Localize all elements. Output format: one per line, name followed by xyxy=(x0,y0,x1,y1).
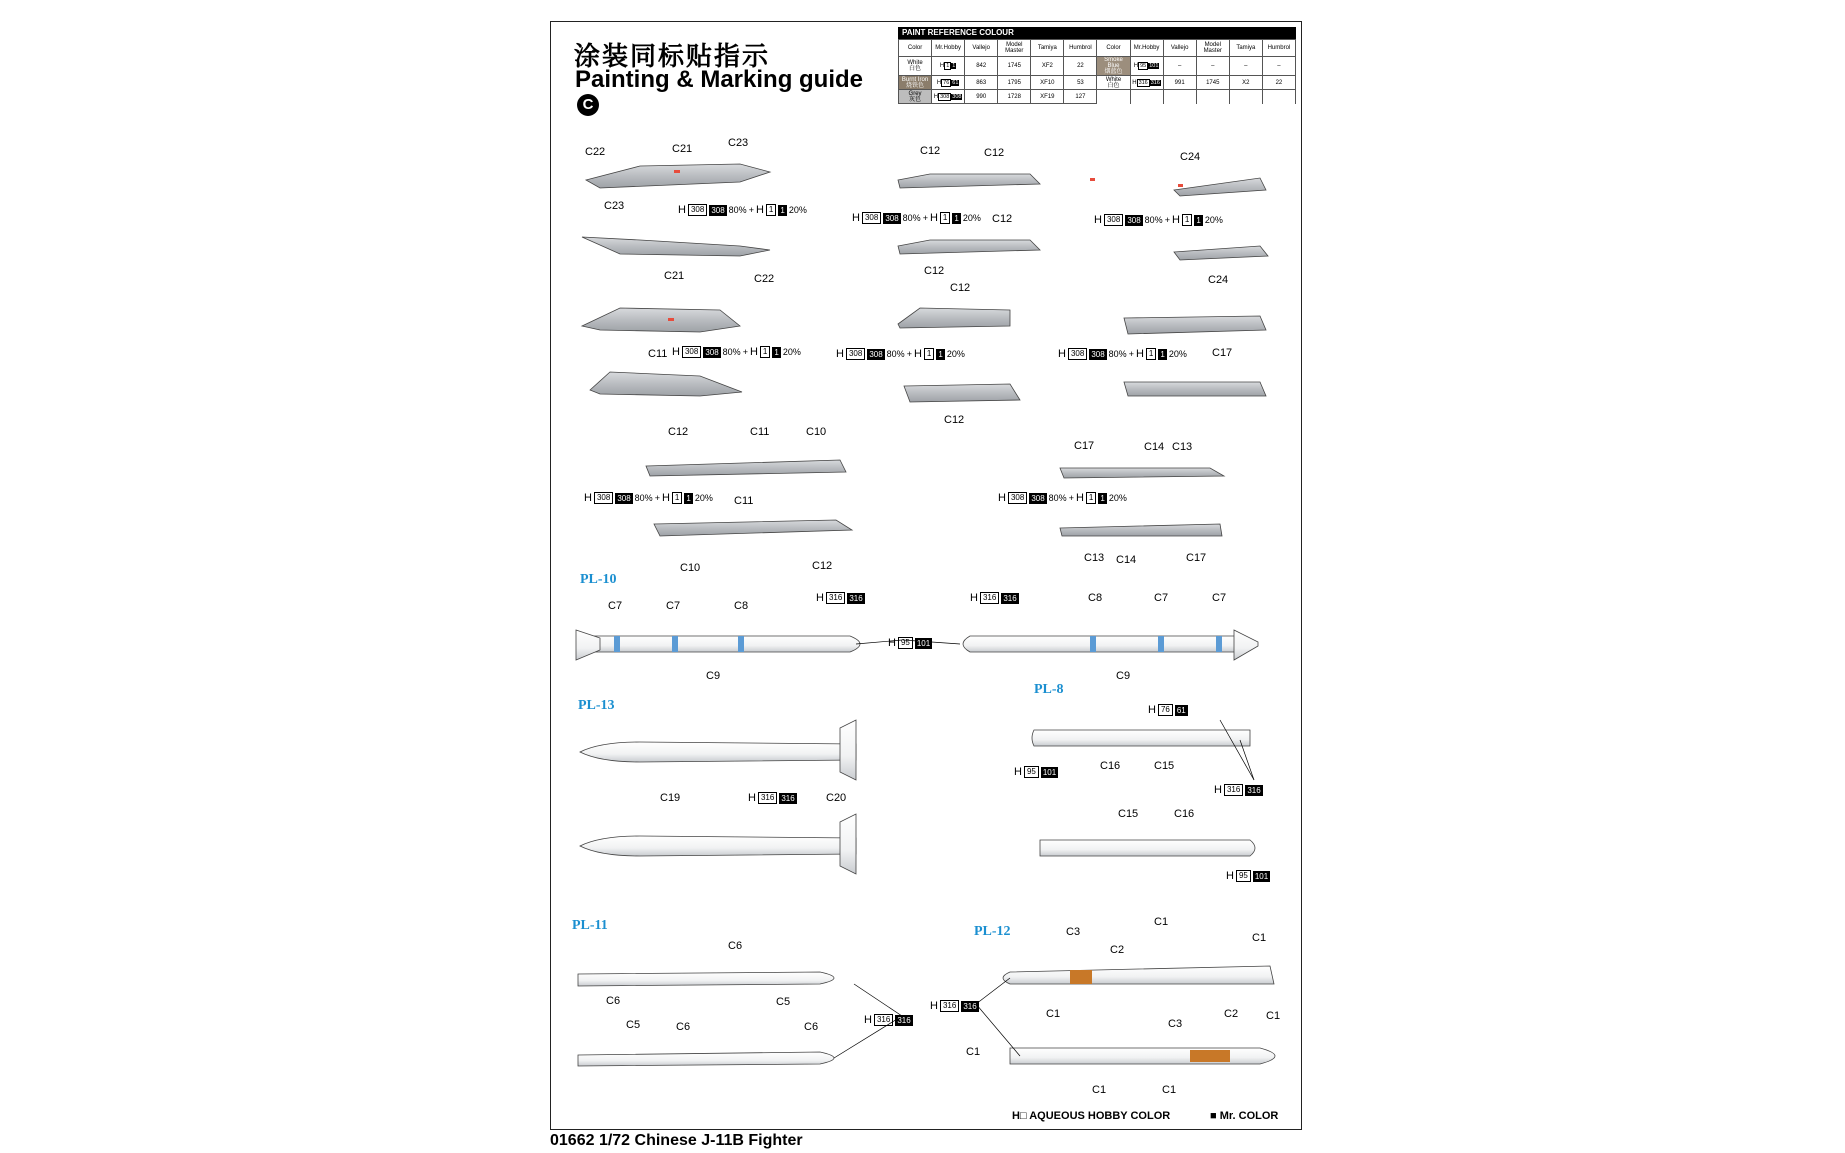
vallejo-cell: 863 xyxy=(965,76,998,90)
paint-mix-callout: H 308 308 80% + H 1 1 20% xyxy=(584,492,713,504)
pl10-left-fins xyxy=(576,630,600,660)
pylon-c24b xyxy=(1174,246,1268,260)
part-label: C12 xyxy=(668,426,689,438)
part-label: C12 xyxy=(944,414,965,426)
pl13-upper xyxy=(580,742,856,762)
part-label: C1 xyxy=(1252,932,1267,944)
paint-mix-callout: H 308 308 80% + H 1 1 20% xyxy=(1058,348,1187,360)
tamiya-cell: – xyxy=(1229,57,1262,76)
rail-c10b xyxy=(654,520,852,536)
legend-aqueous: H□ AQUEOUS HOBBY COLOR xyxy=(1012,1110,1171,1122)
part-label: C17 xyxy=(1074,440,1095,452)
color-code-callout: H 95 101 xyxy=(1014,766,1057,778)
pl12-lower xyxy=(1010,1048,1275,1064)
part-label: C1 xyxy=(1046,1008,1061,1020)
part-label: C16 xyxy=(1100,760,1121,772)
mrhobby-cell: H 308 308 xyxy=(932,90,965,104)
mrhobby-cell: H 1 1 xyxy=(932,57,965,76)
part-label: C14 xyxy=(1144,441,1165,453)
pl13-lower-fin xyxy=(840,814,856,874)
part-label: C5 xyxy=(776,996,791,1008)
part-label: C22 xyxy=(754,273,775,285)
part-label: C16 xyxy=(1174,808,1195,820)
part-label: C1 xyxy=(1154,916,1169,928)
mrhobby-cell: H 316 316 xyxy=(1130,76,1163,90)
color-code-callout: H 76 61 xyxy=(1148,704,1186,716)
part-label: C14 xyxy=(1116,554,1137,566)
part-label: C6 xyxy=(804,1021,819,1033)
part-label: C17 xyxy=(1186,552,1207,564)
modelmaster-cell: 1728 xyxy=(998,90,1031,104)
pylon-c12a xyxy=(898,174,1040,188)
color-cell: White 白色 xyxy=(899,57,932,76)
modelmaster-cell: 1795 xyxy=(998,76,1031,90)
part-label: C11 xyxy=(648,348,668,360)
part-label: C3 xyxy=(1066,926,1081,938)
col-header: Color xyxy=(1097,40,1130,57)
col-header: Tamiya xyxy=(1229,40,1262,57)
section-pl13: PL-13 xyxy=(578,698,615,713)
tamiya-cell: XF10 xyxy=(1031,76,1064,90)
col-header: Mr.Hobby xyxy=(932,40,965,57)
pylon-c17b xyxy=(1124,382,1266,396)
part-label: C5 xyxy=(626,1019,641,1031)
pl8-upper xyxy=(1032,730,1250,746)
col-header: Vallejo xyxy=(965,40,998,57)
part-label: C20 xyxy=(826,792,847,804)
humbrol-cell: – xyxy=(1262,57,1295,76)
part-label: C2 xyxy=(1110,944,1125,956)
pl10-right-fins xyxy=(1234,630,1258,660)
col-header: Tamiya xyxy=(1031,40,1064,57)
part-label: C1 xyxy=(966,1046,981,1058)
color-code-callout: H 316 316 xyxy=(816,592,863,604)
part-label: C3 xyxy=(1168,1018,1183,1030)
modelmaster-cell: 1745 xyxy=(1196,76,1229,90)
pylon-c12c xyxy=(898,308,1010,328)
humbrol-cell: 127 xyxy=(1064,90,1097,104)
pylon-c12b xyxy=(898,240,1040,254)
humbrol-cell: 22 xyxy=(1262,76,1295,90)
pylon-c12d xyxy=(904,384,1020,402)
part-label: C21 xyxy=(664,270,685,282)
pl10-right xyxy=(963,636,1240,652)
part-label: C24 xyxy=(1180,151,1201,163)
part-label: C24 xyxy=(1208,274,1229,286)
col-header: Model Master xyxy=(998,40,1031,57)
color-code-callout: H 316 316 xyxy=(970,592,1017,604)
color-cell: Smoke Blue 烟蓝色 xyxy=(1097,57,1130,76)
col-header: Color xyxy=(899,40,932,57)
color-code-callout: H 316 316 xyxy=(1214,784,1261,796)
pl8-lower xyxy=(1040,840,1255,856)
part-label: C1 xyxy=(1162,1084,1177,1096)
pylon-c11 xyxy=(582,308,740,332)
part-label: C8 xyxy=(734,600,749,612)
part-label: C15 xyxy=(1154,760,1175,772)
part-label: C12 xyxy=(984,147,1005,159)
title-english: Painting & Marking guide xyxy=(575,66,864,93)
part-label: C11 xyxy=(750,426,770,438)
color-code-callout: H 95 101 xyxy=(888,637,931,649)
section-pl12: PL-12 xyxy=(974,924,1011,939)
title-chinese: 涂装同标贴指示 xyxy=(574,41,771,71)
humbrol-cell: 22 xyxy=(1064,57,1097,76)
pylon-c21 xyxy=(586,164,770,188)
col-header: Humbrol xyxy=(1064,40,1097,57)
mrhobby-cell: H 76 61 xyxy=(932,76,965,90)
part-label: C10 xyxy=(806,426,827,438)
tamiya-cell: XF19 xyxy=(1031,90,1064,104)
color-code-callout: H 316 316 xyxy=(748,792,795,804)
tamiya-cell: X2 xyxy=(1229,76,1262,90)
modelmaster-cell: 1745 xyxy=(998,57,1031,76)
part-label: C7 xyxy=(1154,592,1169,604)
modelmaster-cell: – xyxy=(1196,57,1229,76)
part-label: C23 xyxy=(604,200,625,212)
part-label: C10 xyxy=(680,562,701,574)
part-label: C7 xyxy=(1212,592,1227,604)
color-cell: White 白色 xyxy=(1097,76,1130,90)
part-label: C6 xyxy=(728,940,743,952)
part-label: C11 xyxy=(734,495,754,507)
part-label: C23 xyxy=(728,137,749,149)
part-label: C13 xyxy=(1084,552,1105,564)
paint-mix-callout: H 308 308 80% + H 1 1 20% xyxy=(836,348,965,360)
pylon-c24a xyxy=(1174,178,1266,196)
color-cell: Burnt Iron 烧铁色 xyxy=(899,76,932,90)
part-label: C6 xyxy=(676,1021,691,1033)
part-label: C9 xyxy=(1116,670,1131,682)
vallejo-cell: 990 xyxy=(965,90,998,104)
color-cell: Grey 灰色 xyxy=(899,90,932,104)
vallejo-cell: 991 xyxy=(1163,76,1196,90)
paint-mix-callout: H 308 308 80% + H 1 1 20% xyxy=(1094,214,1223,226)
part-label: C7 xyxy=(608,600,623,612)
part-label: C22 xyxy=(585,146,606,158)
pl12-upper xyxy=(1003,966,1274,984)
color-code-callout: H 95 101 xyxy=(1226,870,1269,882)
vallejo-cell: – xyxy=(1163,57,1196,76)
mrhobby-cell: H 95 101 xyxy=(1130,57,1163,76)
section-pl10: PL-10 xyxy=(580,572,617,587)
pylon-c17a xyxy=(1124,316,1266,334)
part-label: C12 xyxy=(812,560,833,572)
legend-mr-color: ■ Mr. COLOR xyxy=(1210,1110,1279,1122)
part-label: C12 xyxy=(920,145,941,157)
color-code-callout: H 316 316 xyxy=(864,1014,911,1026)
col-header: Vallejo xyxy=(1163,40,1196,57)
col-header: Model Master xyxy=(1196,40,1229,57)
part-label: C7 xyxy=(666,600,681,612)
part-label: C1 xyxy=(1266,1010,1281,1022)
section-pl8: PL-8 xyxy=(1034,682,1064,697)
part-label: C9 xyxy=(706,670,721,682)
sheet-badge: C xyxy=(577,94,599,116)
rail-c13b xyxy=(1060,524,1222,536)
part-label: C1 xyxy=(1092,1084,1107,1096)
pl11-lower xyxy=(578,1052,834,1066)
pl11-upper xyxy=(578,972,834,986)
part-label: C17 xyxy=(1212,347,1233,359)
pl13-upper-fin xyxy=(840,720,856,780)
part-label: C19 xyxy=(660,792,681,804)
color-code-callout: H 316 316 xyxy=(930,1000,977,1012)
rail-c10a xyxy=(646,460,846,476)
paint-mix-callout: H 308 308 80% + H 1 1 20% xyxy=(998,492,1127,504)
part-label: C12 xyxy=(950,282,971,294)
paint-table-title: PAINT REFERENCE COLOUR xyxy=(898,27,1296,39)
part-label: C21 xyxy=(672,143,693,155)
humbrol-cell: 53 xyxy=(1064,76,1097,90)
paint-mix-callout: H 308 308 80% + H 1 1 20% xyxy=(852,212,981,224)
part-label: C15 xyxy=(1118,808,1139,820)
footer-model-title: 01662 1/72 Chinese J-11B Fighter xyxy=(550,1132,803,1149)
pl13-lower xyxy=(580,836,856,856)
paint-mix-callout: H 308 308 80% + H 1 1 20% xyxy=(678,204,807,216)
pylon-c11b xyxy=(590,372,742,396)
part-label: C12 xyxy=(992,213,1013,225)
part-label: C8 xyxy=(1088,592,1103,604)
part-label: C13 xyxy=(1172,441,1193,453)
col-header: Humbrol xyxy=(1262,40,1295,57)
vallejo-cell: 842 xyxy=(965,57,998,76)
tamiya-cell: XF2 xyxy=(1031,57,1064,76)
part-label: C6 xyxy=(606,995,621,1007)
part-label: C2 xyxy=(1224,1008,1239,1020)
col-header: Mr.Hobby xyxy=(1130,40,1163,57)
section-pl11: PL-11 xyxy=(572,918,608,933)
part-label: C12 xyxy=(924,265,945,277)
pl10-left xyxy=(582,636,860,652)
pylon-c21b xyxy=(582,237,770,256)
paint-mix-callout: H 308 308 80% + H 1 1 20% xyxy=(672,346,801,358)
rail-c13a xyxy=(1060,468,1224,478)
